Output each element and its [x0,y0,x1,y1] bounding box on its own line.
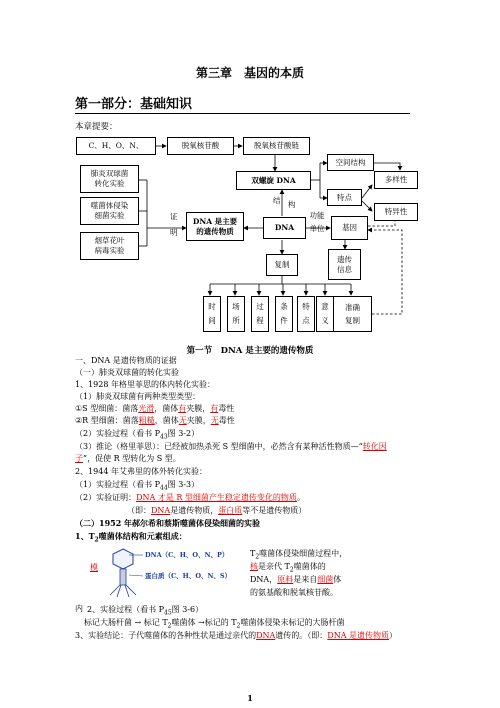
avery-proof-conclusion: DNA 才是 R 型细菌产生稳定遗传变化的物质 [136,493,297,502]
line-avery-proof [75,492,305,503]
avery-proof-period: 。 [296,493,305,502]
box-accurate-replication [333,296,372,332]
exp3-line1: 烟草花叶 [94,236,125,245]
box-dna-main-genetic-material [186,212,244,241]
box-nucleotide: 脱氧核苷酸 [167,137,234,155]
label-function-unit [305,211,329,233]
line-griffith-heading: 1、1928 年格里菲思的体内转化实验： [75,380,215,389]
s-type-has-capsule: 有 [178,404,187,413]
rep-item-significance [316,296,334,332]
line-evidence-heading: 一、DNA 是遗传物质的证据 [75,356,177,365]
r-type-toxic: 毒性 [218,416,235,425]
line-r-type [75,415,235,426]
r2-c: 噬菌体的 [293,562,326,571]
fig-left-bottom: 内 [75,604,83,613]
line-phage-conclusion [75,630,397,641]
avery-process-a: （1）实验过程（看书 P [75,480,161,489]
rep-process-b: 程 [256,316,264,325]
box-diversity: 多样性 [374,171,418,189]
s-type-body: ，菌体 [154,404,179,413]
box-feature: 特点 [327,189,362,206]
rep-item-place [227,296,245,332]
r-type-rough: 粗糙 [138,416,155,425]
box-spatial-structure: 空间结构 [327,154,374,171]
label-structure-2: 构 [288,200,296,209]
r-type-prefix: ②R 型细菌：菌落 [75,416,139,425]
r2-template: 核 [250,562,258,571]
r3-bacteria: 细菌 [317,575,334,584]
conclusion-a: 3、实验结论：子代噬菌体的各种性状是通过亲代的 [75,631,257,640]
rep-features-a: 特 [302,302,310,311]
transforming-factor-a: 转化因 [362,442,387,451]
steps-sub2: 2 [236,622,241,630]
page-number: 1 [247,693,253,703]
fig-left-mark: 模 [90,563,98,572]
line-hershey-heading: （二）1952 年郝尔希和蔡斯噬菌体侵染细菌的实验 [75,518,261,528]
summary-label: 本章提要： [75,122,118,132]
box-pneumococcus-experiment [80,165,139,193]
conclusion-e: ） [389,631,398,640]
r1-b: 噬菌体侵染细菌过程中， [259,549,348,558]
info-line2: 信息 [337,264,352,274]
avery-proof-prefix: （2）实验证明： [75,493,137,502]
box-dna: DNA [263,217,306,239]
avery-process-b: 图 3-3） [167,480,200,489]
steps-a: 标记大肠杆菌 → 标记 T [84,618,168,627]
rep-item-time [203,296,221,332]
griffith-process-b: 图 3-2） [167,429,200,438]
steps-c: 噬菌体侵染未标记的大肠杆菌 [240,618,345,627]
line-phage-structure-heading [75,531,187,546]
label-prove-2: 明 [170,228,178,237]
rep-conditions-a: 条 [280,302,288,311]
line-s-type [75,403,234,414]
right-text-line3 [250,574,341,585]
box-specificity: 特异性 [374,203,418,221]
exp1-line1: 肺炎双球菌 [90,169,129,178]
rep-significance-b: 义 [321,316,329,325]
main-line1: DNA 是主要 [192,216,238,226]
avery-note-c: 是遗传物质， [170,506,219,515]
rep-significance-a: 意 [321,302,329,311]
s-type-smooth: 光滑 [138,404,155,413]
inference-tail: ”，促使 R 型转化为 S 型。 [83,454,181,463]
rep-item-process [251,296,269,332]
r-type-body: ，菌体 [154,416,179,425]
phage-figure [85,545,245,600]
phage-heading-a: 1、T [75,531,95,541]
phage-heading-sub: 2 [94,536,99,544]
rep-place-a: 场 [232,302,240,311]
steps-sub1: 2 [167,622,172,630]
chapter-title: 第三章 基因的本质 [195,66,304,80]
line-griffith-inference-cont [75,453,181,464]
label-structure-1: 结 [273,196,281,205]
griffith-process-a: （2）实验过程（看书 P [75,429,161,438]
box-replication: 复制 [266,254,298,276]
fig-protein-label: 蛋白质（C、H、O、N、S） [145,572,232,580]
rep-place-b: 所 [232,316,240,325]
r3-raw-material: 原料 [277,575,294,584]
phage-heading-b: 噬菌体结构和元素组成： [98,531,187,541]
r2-sub: 2 [289,566,294,574]
line-avery-heading: 2、1944 年艾弗里的体外转化实验： [75,467,207,476]
line-griffith-inference [75,441,387,452]
rep-time-b: 间 [208,316,216,325]
avery-note-protein: 蛋白质 [218,506,243,515]
s-type-has-toxic: 有 [210,404,219,413]
line-two-types: （1）肺炎双球菌有两种类型类型： [75,392,201,401]
box-nucleotide-chain: 脱氧核苷酸链 [243,137,310,155]
r3-e: 体 [333,575,342,584]
r-type-no-capsule: 无 [178,416,187,425]
conclusion-c: 遗传的。（即： [275,631,328,640]
accurate-line2: 复制 [345,315,360,325]
avery-note-a: （即： [127,506,151,515]
rep-process-a: 过 [256,302,264,311]
r3-c: 是来自 [293,575,318,584]
box-gene: 基因 [331,216,368,240]
box-phage-experiment [80,197,139,225]
avery-note-dna: DNA [151,506,171,515]
info-line1: 遗传 [337,254,352,264]
box-elements: C、H、O、N、 [76,137,156,155]
part-title: 第一部分：基础知识 [75,97,193,112]
exp2-line1: 噬菌体侵染 [90,201,129,210]
transforming-factor-b: 子 [75,454,83,463]
label-prove-1: 证 [170,212,178,221]
line-avery-note [127,505,306,516]
steps-b: 噬菌体 →标记的 T [171,618,237,627]
phage-process-a: 2、实验过程（看书 P [87,605,165,614]
rep-conditions-b: 件 [280,316,288,325]
avery-note-e: 等不是遗传物质） [242,506,307,515]
rep-item-features [297,296,315,332]
griffith-page: 43 [160,433,168,441]
conclusion-dna: DNA [256,631,276,640]
r2-b: 是亲代 T [258,562,290,571]
r-type-no-toxic: 无 [210,416,219,425]
right-text-line4: 的氨基酸和脱氧核苷酸。 [250,588,338,597]
avery-page: 44 [160,484,168,492]
exp2-line2: 细菌实验 [94,211,125,220]
main-line2: 的遗传物质 [196,226,234,236]
r1-sub: 2 [255,553,260,561]
func-line2: 单位 [309,224,325,233]
title-rule [75,113,410,114]
box-tmv-experiment [80,232,139,260]
fig-dna-label: DNA（C、H、O、N、P） [145,551,229,559]
func-line1: 功能 [309,211,325,220]
s-type-toxic: 毒性 [218,404,235,413]
r-type-capsule: 夹膜， [186,416,211,425]
phage-page: 45 [164,609,172,617]
rep-features-b: 点 [302,316,310,325]
phage-process-b: 图 3-6） [171,605,204,614]
rep-time-a: 时 [208,302,216,311]
exp3-line2: 病毒实验 [94,246,125,255]
inference-text: （3）推论（格里菲思）：已经被加热杀死 S 型细菌中，必然含有某种活性物质—“ [75,442,363,451]
box-genetic-information [328,249,361,280]
line-pneumococcus-heading: （一）肺炎双球菌的转化实验 [75,368,179,377]
section-title: 第一节 DNA 是主要的遗传物质 [186,346,314,356]
conclusion-dna-genetic: DNA 是遗传物质 [327,631,390,640]
s-type-capsule: 夹膜， [186,404,211,413]
exp1-line2: 转化实验 [94,179,125,188]
box-double-helix-dna: 双螺旋 DNA [236,171,311,190]
accurate-line1: 准确 [345,302,360,312]
r3-a: DNA， [250,575,278,584]
s-type-prefix: ①S 型细菌：菌落 [75,404,139,413]
rep-item-conditions [275,296,293,332]
r1-a: T [250,549,256,558]
